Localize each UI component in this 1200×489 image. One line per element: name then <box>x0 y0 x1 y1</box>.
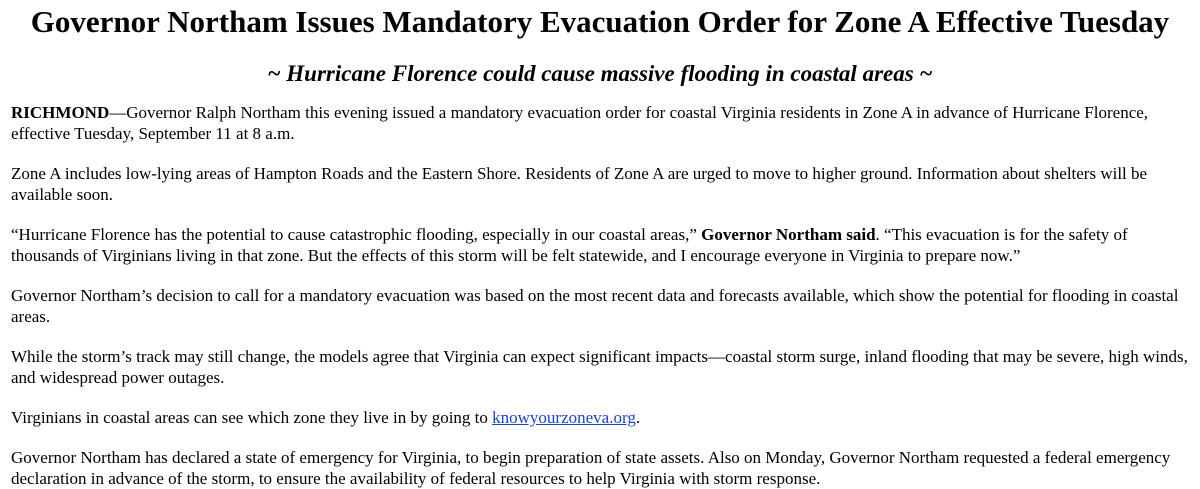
paragraph-text: Zone A includes low-lying areas of Hampton Roads and the Eastern Shore. Residents of Zone A are urged to move to higher ground. Information about shelters will be available soon. <box>11 164 1148 204</box>
paragraph-zone-lookup <box>11 407 1191 428</box>
paragraph-impacts <box>11 346 1191 388</box>
paragraph-text: While the storm’s track may still change, the models agree that Virginia can expect significant impacts—coastal storm surge, inland flooding that may be severe, high winds, and widespread power outages. <box>11 347 1188 387</box>
speaker-attribution: Governor Northam said <box>701 225 876 244</box>
paragraph-dateline <box>11 102 1191 144</box>
paragraph-quote <box>11 224 1191 266</box>
paragraph-text: —Governor Ralph Northam this evening issued a mandatory evacuation order for coastal Virginia residents in Zone A in advance of Hurricane Florence, effective Tuesday, September 11 at 8 a.m. <box>11 103 1149 143</box>
paragraph-decision <box>11 285 1191 327</box>
dateline: RICHMOND <box>11 103 110 122</box>
quote-end: . “This evacuation is for the safety of thousands of Virginians living in that zone. But the effects of this storm will be felt statewide, and I encourage everyone in Virginia to prepare now.” <box>11 225 1128 265</box>
article-body <box>11 102 1191 489</box>
subheadline: ~ Hurricane Florence could cause massive flooding in coastal areas ~ <box>267 61 933 86</box>
paragraph-zone-a <box>11 163 1191 205</box>
knowyourzone-link[interactable]: knowyourzoneva.org <box>492 408 636 427</box>
quote-start: “Hurricane Florence has the potential to cause catastrophic flooding, especially in our coastal areas,” <box>11 225 702 244</box>
paragraph-text-end: . <box>635 408 641 427</box>
headline: Governor Northam Issues Mandatory Evacuation Order for Zone A Effective Tuesday <box>30 4 1170 39</box>
paragraph-text: Governor Northam has declared a state of emergency for Virginia, to begin preparation of state assets. Also on Monday, Governor Northam requested a federal emergency declaration in advance of the storm, to ensure the availability of federal resources to help Virginia with storm response. <box>11 448 1171 488</box>
paragraph-text: Virginians in coastal areas can see which zone they live in by going to <box>11 408 493 427</box>
paragraph-text: Governor Northam’s decision to call for a mandatory evacuation was based on the most recent data and forecasts available, which show the potential for flooding in coastal areas. <box>11 286 1179 326</box>
paragraph-state-of-emergency <box>11 447 1191 489</box>
